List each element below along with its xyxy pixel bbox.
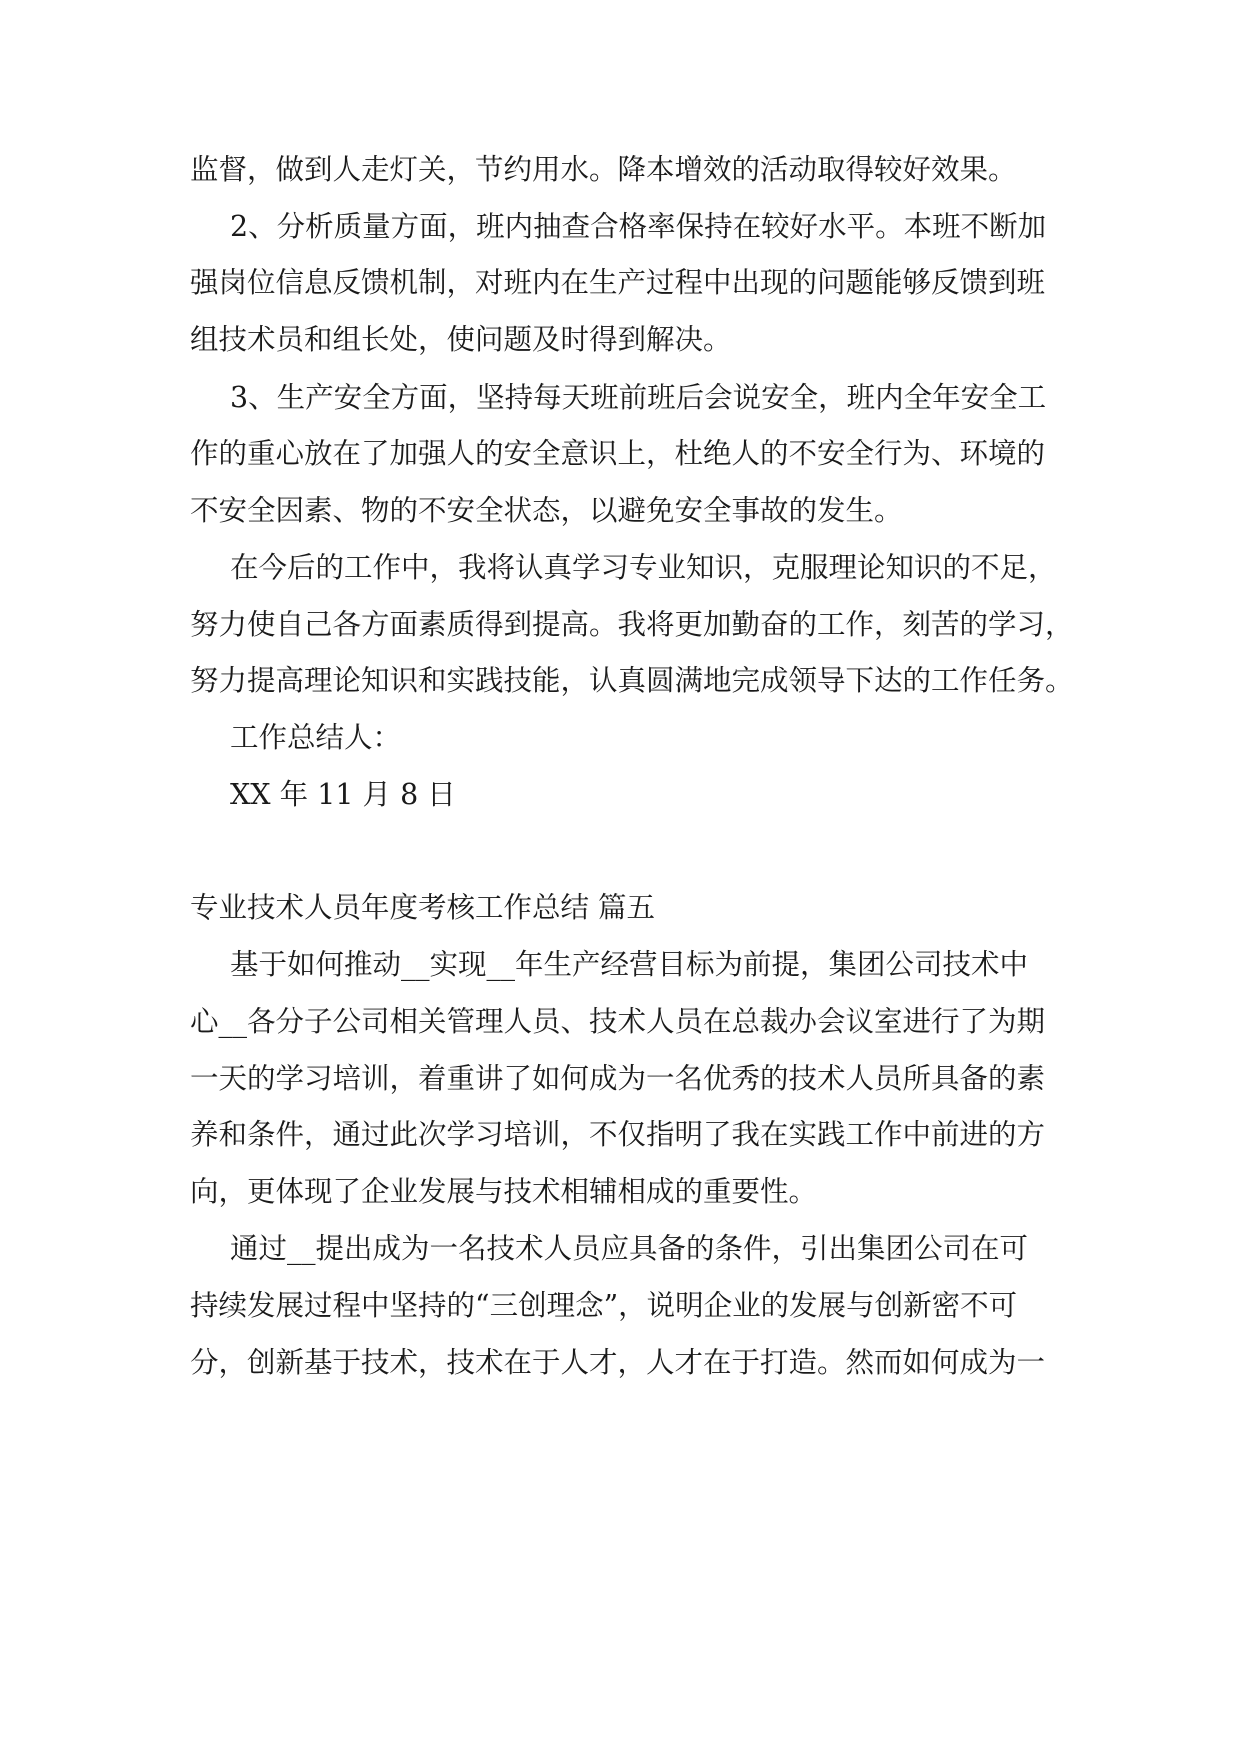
text-line: 持续发展过程中坚持的“三创理念”，说明企业的发展与创新密不可 bbox=[190, 1289, 1018, 1322]
text-line: 努力提高理论知识和实践技能，认真圆满地完成领导下达的工作任务。 bbox=[190, 664, 1074, 697]
signature-date: XX 年 11 月 8 日 bbox=[230, 778, 456, 811]
paragraph-future-start: 在今后的工作中，我将认真学习专业知识，克服理论知识的不足， bbox=[230, 551, 1057, 584]
paragraph-training-start: 基于如何推动__实现__年生产经营目标为前提，集团公司技术中 bbox=[230, 948, 1029, 981]
text-line: 组技术员和组长处，使问题及时得到解决。 bbox=[190, 323, 732, 356]
section-heading: 专业技术人员年度考核工作总结 篇五 bbox=[190, 891, 656, 924]
paragraph-safety-start: 3、生产安全方面，坚持每天班前班后会说安全，班内全年安全工 bbox=[230, 381, 1047, 414]
text-line: 向，更体现了企业发展与技术相辅相成的重要性。 bbox=[190, 1175, 818, 1208]
text-line: 作的重心放在了加强人的安全意识上，杜绝人的不安全行为、环境的 bbox=[190, 437, 1046, 470]
text-line: 分，创新基于技术，技术在于人才，人才在于打造。然而如何成为一 bbox=[190, 1346, 1046, 1379]
paragraph-innovation-start: 通过__提出成为一名技术人员应具备的条件，引出集团公司在可 bbox=[230, 1232, 1029, 1265]
text-line: 监督，做到人走灯关，节约用水。降本增效的活动取得较好效果。 bbox=[190, 153, 1017, 186]
paragraph-quality-start: 2、分析质量方面，班内抽查合格率保持在较好水平。本班不断加 bbox=[230, 210, 1047, 243]
signature-label: 工作总结人： bbox=[230, 721, 402, 754]
text-line: 心__各分子公司相关管理人员、技术人员在总裁办会议室进行了为期 bbox=[190, 1005, 1046, 1038]
text-line: 强岗位信息反馈机制，对班内在生产过程中出现的问题能够反馈到班 bbox=[190, 266, 1046, 299]
text-line: 一天的学习培训，着重讲了如何成为一名优秀的技术人员所具备的素 bbox=[190, 1062, 1046, 1095]
text-line: 养和条件，通过此次学习培训，不仅指明了我在实践工作中前进的方 bbox=[190, 1118, 1046, 1151]
text-line: 不安全因素、物的不安全状态，以避免安全事故的发生。 bbox=[190, 494, 903, 527]
text-line: 努力使自己各方面素质得到提高。我将更加勤奋的工作，刻苦的学习， bbox=[190, 608, 1074, 641]
